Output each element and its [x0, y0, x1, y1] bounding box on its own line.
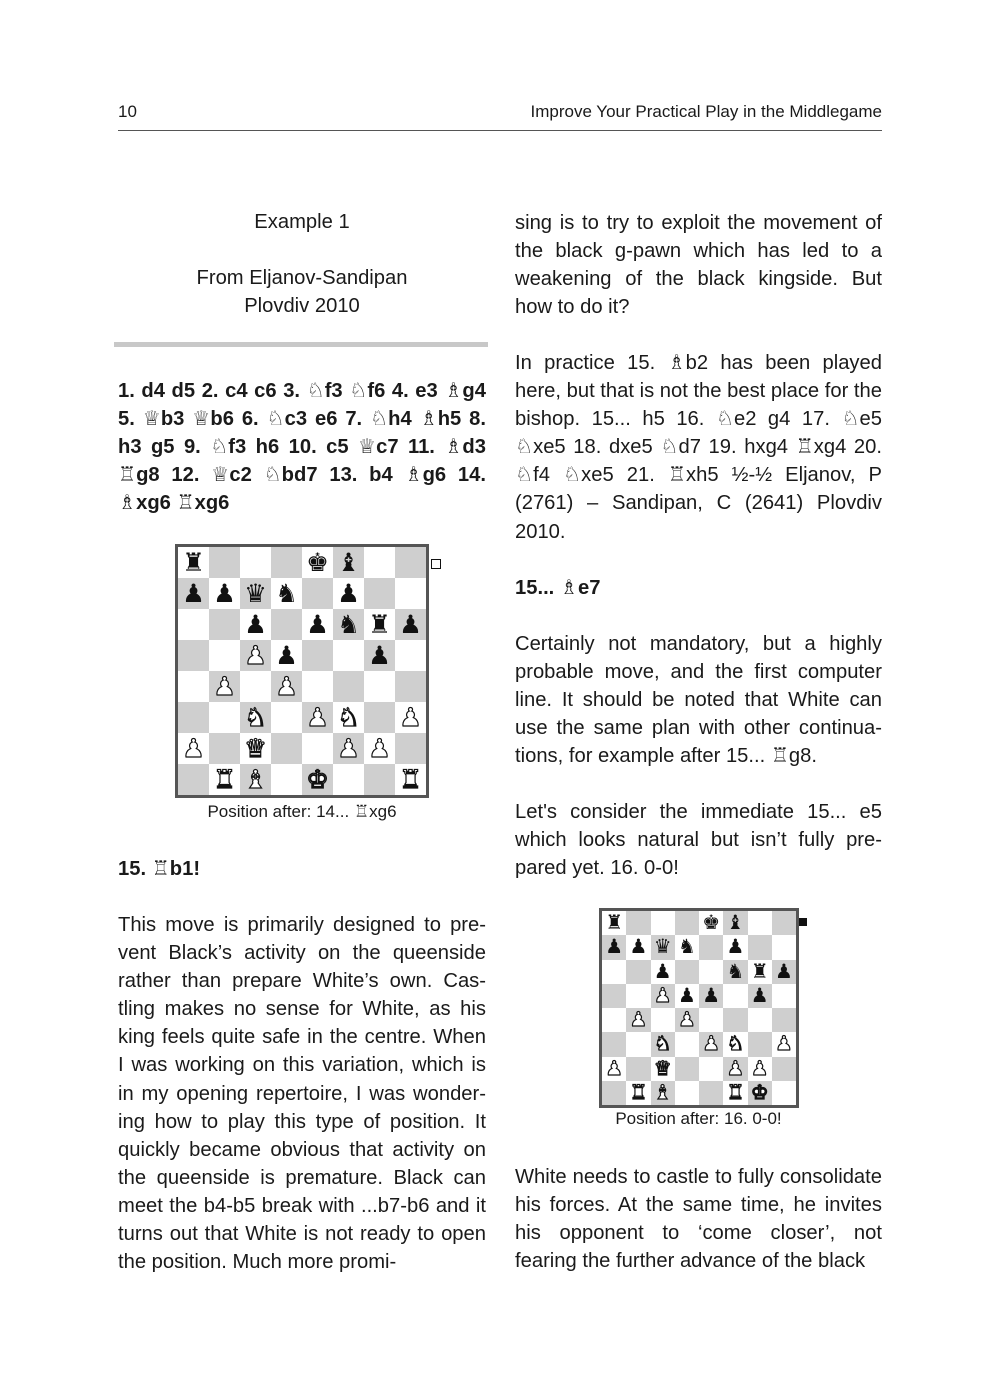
board-square — [651, 984, 675, 1008]
board-square — [364, 609, 395, 640]
white-pawn-icon: ♟ — [726, 1056, 745, 1080]
board-square — [395, 640, 426, 671]
white-rook-icon: ♜ — [213, 763, 236, 794]
board-square — [748, 935, 772, 959]
white-pawn-icon: ♟ — [605, 1056, 624, 1080]
board-square — [602, 911, 626, 935]
board-square — [699, 1081, 723, 1105]
right-paragraph-3: Certainly not mandatory, but a highly probable move, and the first computer line. It should be noted that White can use the same plan with other continuations, for example after 15... ♖g8. — [515, 633, 882, 768]
board-square — [723, 1008, 747, 1032]
board-square — [748, 1008, 772, 1032]
board-square — [302, 547, 333, 578]
board-square — [699, 1057, 723, 1081]
black-pawn-icon: ♟ — [275, 639, 298, 670]
white-bishop-icon: ♝ — [244, 763, 267, 794]
board-square — [178, 609, 209, 640]
game-source: From Eljanov-Sandipan — [196, 267, 408, 290]
black-king-icon: ♚ — [702, 911, 721, 935]
board-square — [651, 1081, 675, 1105]
board-square — [651, 935, 675, 959]
right-paragraph-1-block — [515, 209, 882, 321]
black-pawn-icon: ♟ — [213, 577, 236, 608]
move-15-heading: 15. ♖b1! — [118, 858, 201, 880]
board-square — [271, 578, 302, 609]
board-square — [178, 702, 209, 733]
board-square — [626, 960, 650, 984]
game-event: Plovdiv 2010 — [244, 295, 360, 318]
board-square — [395, 671, 426, 702]
board-square — [675, 1008, 699, 1032]
white-pawn-icon: ♟ — [275, 670, 298, 701]
black-bishop-icon: ♝ — [726, 911, 745, 935]
board-square — [602, 1032, 626, 1056]
black-knight-icon: ♞ — [726, 959, 745, 983]
board-square — [364, 764, 395, 795]
board-square — [626, 984, 650, 1008]
board-square — [302, 609, 333, 640]
board-square — [626, 1008, 650, 1032]
white-pawn-icon: ♟ — [702, 1032, 721, 1056]
black-pawn-icon: ♟ — [677, 983, 696, 1007]
board-square — [240, 764, 271, 795]
black-pawn-icon: ♟ — [399, 608, 422, 639]
board-square — [748, 984, 772, 1008]
board-square — [333, 609, 364, 640]
black-pawn-icon: ♟ — [774, 959, 793, 983]
board-square — [364, 671, 395, 702]
board-square — [651, 1057, 675, 1081]
board-square — [723, 960, 747, 984]
board-square — [209, 702, 240, 733]
black-rook-icon: ♜ — [750, 959, 769, 983]
white-pawn-icon: ♟ — [182, 732, 205, 763]
running-title: Improve Your Practical Play in the Middlegame — [530, 102, 882, 121]
black-rook-icon: ♜ — [605, 911, 624, 935]
board-square — [699, 984, 723, 1008]
example-heading — [118, 208, 486, 320]
diagram-2-caption: Position after: 16. 0-0! — [615, 1109, 782, 1128]
board-square — [651, 1032, 675, 1056]
white-pawn-icon: ♟ — [213, 670, 236, 701]
board-square — [333, 671, 364, 702]
black-queen-icon: ♛ — [244, 577, 267, 608]
board-square — [271, 547, 302, 578]
section-divider — [114, 342, 488, 347]
board-square — [302, 764, 333, 795]
board-square — [209, 609, 240, 640]
white-pawn-icon: ♟ — [368, 732, 391, 763]
board-square — [772, 1081, 796, 1105]
board-square — [240, 733, 271, 764]
board-square — [772, 960, 796, 984]
white-knight-icon: ♞ — [726, 1032, 745, 1056]
black-knight-icon: ♞ — [337, 608, 360, 639]
board-square — [333, 764, 364, 795]
board-square — [364, 733, 395, 764]
board-square — [302, 578, 333, 609]
board-square — [364, 578, 395, 609]
board-square — [723, 1081, 747, 1105]
board-square — [699, 960, 723, 984]
white-pawn-icon: ♟ — [653, 983, 672, 1007]
black-pawn-icon: ♟ — [244, 608, 267, 639]
white-rook-icon: ♜ — [726, 1080, 745, 1104]
board-square — [723, 1057, 747, 1081]
move-15b-heading-block — [515, 574, 882, 602]
white-pawn-icon: ♟ — [337, 732, 360, 763]
left-paragraph-1: This move is primarily designed to prevent Black’s activity on the queenside rather than prepare White’s own. Castling makes no sense for White, as his king feels quite safe in the centre. When I was working on this variation, which is in my opening repertoire, I was wondering how to play this type of position. It quickly became obvious that activity on the queenside is premature. Black can meet the b4-b5 break with ...b7-b6 and it turns out that White is not ready to open the position. Much more promi- — [118, 914, 486, 1274]
board-square — [602, 935, 626, 959]
board-square — [675, 960, 699, 984]
board-square — [626, 935, 650, 959]
white-pawn-icon: ♟ — [750, 1056, 769, 1080]
board-square — [271, 671, 302, 702]
board-square — [772, 1008, 796, 1032]
board-square — [699, 1008, 723, 1032]
board-square — [748, 1057, 772, 1081]
board-square — [302, 671, 333, 702]
black-pawn-icon: ♟ — [750, 983, 769, 1007]
board-square — [209, 671, 240, 702]
board-square — [240, 702, 271, 733]
board-square — [675, 984, 699, 1008]
board-square — [626, 911, 650, 935]
board-square — [748, 911, 772, 935]
board-square — [748, 960, 772, 984]
board-square — [271, 609, 302, 640]
board-square — [723, 1032, 747, 1056]
board-square — [651, 911, 675, 935]
black-bishop-icon: ♝ — [337, 546, 360, 577]
board-square — [723, 935, 747, 959]
chess-diagram-1 — [175, 544, 429, 798]
left-paragraph-block — [118, 911, 486, 1276]
right-paragraph-5: White needs to castle to fully consolidate his forces. At the same time, he invites his opponent to ‘come closer’, not fearing the further advance of the black — [515, 1166, 882, 1273]
board-square — [209, 547, 240, 578]
board-square — [178, 671, 209, 702]
diagram-1-caption: Position after: 14... ♖xg6 — [207, 802, 397, 821]
board-square — [772, 1032, 796, 1056]
board-square — [395, 547, 426, 578]
white-pawn-icon: ♟ — [306, 701, 329, 732]
board-square — [772, 911, 796, 935]
white-pawn-icon: ♟ — [774, 1032, 793, 1056]
black-pawn-icon: ♟ — [653, 959, 672, 983]
white-pawn-icon: ♟ — [629, 1008, 648, 1032]
board-square — [178, 733, 209, 764]
board-square — [302, 640, 333, 671]
white-rook-icon: ♜ — [399, 763, 422, 794]
board-square — [333, 702, 364, 733]
header-rule — [118, 130, 882, 131]
board-square — [675, 1057, 699, 1081]
black-rook-icon: ♜ — [368, 608, 391, 639]
white-king-icon: ♚ — [750, 1080, 769, 1104]
black-pawn-icon: ♟ — [605, 935, 624, 959]
board-square — [240, 671, 271, 702]
black-knight-icon: ♞ — [275, 577, 298, 608]
board-square — [271, 733, 302, 764]
board-square — [675, 911, 699, 935]
board-square — [772, 935, 796, 959]
white-queen-icon: ♛ — [653, 1056, 672, 1080]
board-square — [395, 733, 426, 764]
opening-moves-block — [118, 377, 486, 517]
move-15b-heading: 15... ♗e7 — [515, 577, 601, 599]
board-square — [364, 640, 395, 671]
board-square — [602, 1008, 626, 1032]
white-king-icon: ♚ — [306, 763, 329, 794]
right-paragraph-3-block — [515, 630, 882, 770]
board-square — [209, 640, 240, 671]
board-square — [178, 640, 209, 671]
black-pawn-icon: ♟ — [702, 983, 721, 1007]
right-paragraph-4: Let's consider the immediate 15... e5 which looks natural but isn’t fully prepared yet. 16. 0-0! — [515, 801, 882, 880]
board-square — [178, 547, 209, 578]
board-square — [333, 733, 364, 764]
black-to-move-marker — [799, 918, 807, 926]
white-to-move-marker — [431, 559, 441, 569]
board-square — [178, 578, 209, 609]
board-square — [651, 960, 675, 984]
board-square — [602, 1081, 626, 1105]
black-knight-icon: ♞ — [677, 935, 696, 959]
board-square — [240, 547, 271, 578]
board-square — [772, 984, 796, 1008]
board-square — [395, 578, 426, 609]
board-square — [271, 640, 302, 671]
board-square — [699, 1032, 723, 1056]
black-pawn-icon: ♟ — [726, 935, 745, 959]
right-paragraph-2-block — [515, 349, 882, 546]
black-pawn-icon: ♟ — [182, 577, 205, 608]
example-title: Example 1 — [254, 211, 350, 233]
white-knight-icon: ♞ — [244, 701, 267, 732]
board-square — [240, 578, 271, 609]
board-square — [602, 984, 626, 1008]
white-pawn-icon: ♟ — [399, 701, 422, 732]
black-queen-icon: ♛ — [653, 935, 672, 959]
board-square — [333, 640, 364, 671]
white-knight-icon: ♞ — [337, 701, 360, 732]
board-square — [395, 702, 426, 733]
board-square — [626, 1032, 650, 1056]
chess-diagram-2 — [599, 908, 799, 1108]
board-square — [364, 547, 395, 578]
board-square — [178, 764, 209, 795]
board-square — [302, 702, 333, 733]
white-bishop-icon: ♝ — [653, 1080, 672, 1104]
black-pawn-icon: ♟ — [337, 577, 360, 608]
board-square — [723, 984, 747, 1008]
right-paragraph-5-block — [515, 1163, 882, 1275]
white-rook-icon: ♜ — [629, 1080, 648, 1104]
board-square — [240, 609, 271, 640]
black-pawn-icon: ♟ — [629, 935, 648, 959]
board-square — [209, 764, 240, 795]
black-rook-icon: ♜ — [182, 546, 205, 577]
board-square — [240, 640, 271, 671]
board-square — [271, 764, 302, 795]
right-paragraph-1: sing is to try to exploit the movement of the black g-pawn which has led to a weakening of the black kingside. But how to do it? — [515, 212, 882, 319]
right-paragraph-2: In practice 15. ♗b2 has been played here, but that is not the best place for the bishop. 15... h5 16. ♘e2 g4 17. ♘e5 ♘xe5 18. dxe5 ♘d7 19. hxg4 ♖xg4 20. ♘f4 ♘xe5 21. ♖xh5 ½-½ Eljanov, P (2761) – Sandipan, C (2641) Plovdiv 2010. — [515, 352, 882, 543]
board-square — [651, 1008, 675, 1032]
board-square — [699, 935, 723, 959]
white-pawn-icon: ♟ — [244, 639, 267, 670]
board-square — [602, 960, 626, 984]
board-square — [602, 1057, 626, 1081]
board-square — [723, 911, 747, 935]
board-square — [271, 702, 302, 733]
board-square — [209, 733, 240, 764]
board-square — [675, 935, 699, 959]
board-square — [302, 733, 333, 764]
board-square — [772, 1057, 796, 1081]
board-square — [626, 1057, 650, 1081]
board-square — [748, 1081, 772, 1105]
board-square — [333, 547, 364, 578]
black-king-icon: ♚ — [306, 546, 329, 577]
black-pawn-icon: ♟ — [306, 608, 329, 639]
board-square — [395, 609, 426, 640]
board-square — [209, 578, 240, 609]
move-15-heading-block — [118, 855, 486, 883]
black-pawn-icon: ♟ — [368, 639, 391, 670]
board-square — [675, 1081, 699, 1105]
white-pawn-icon: ♟ — [677, 1008, 696, 1032]
board-square — [395, 764, 426, 795]
opening-moves: 1. d4 d5 2. c4 c6 3. ♘f3 ♘f6 4. e3 ♗g4 5. ♕b3 ♕b6 6. ♘c3 e6 7. ♘h4 ♗h5 8. h3 g5 9. ♘f3 h6 10. c5 ♕c7 11. ♗d3 ♖g8 12. ♕c2 ♘bd7 13. b4 ♗g6 14. ♗xg6 ♖xg6 — [118, 380, 486, 515]
page-number: 10 — [118, 102, 137, 121]
board-square — [333, 578, 364, 609]
board-square — [364, 702, 395, 733]
board-square — [626, 1081, 650, 1105]
board-square — [699, 911, 723, 935]
white-queen-icon: ♛ — [244, 732, 267, 763]
right-paragraph-4-block — [515, 798, 882, 882]
board-square — [748, 1032, 772, 1056]
board-square — [675, 1032, 699, 1056]
white-knight-icon: ♞ — [653, 1032, 672, 1056]
